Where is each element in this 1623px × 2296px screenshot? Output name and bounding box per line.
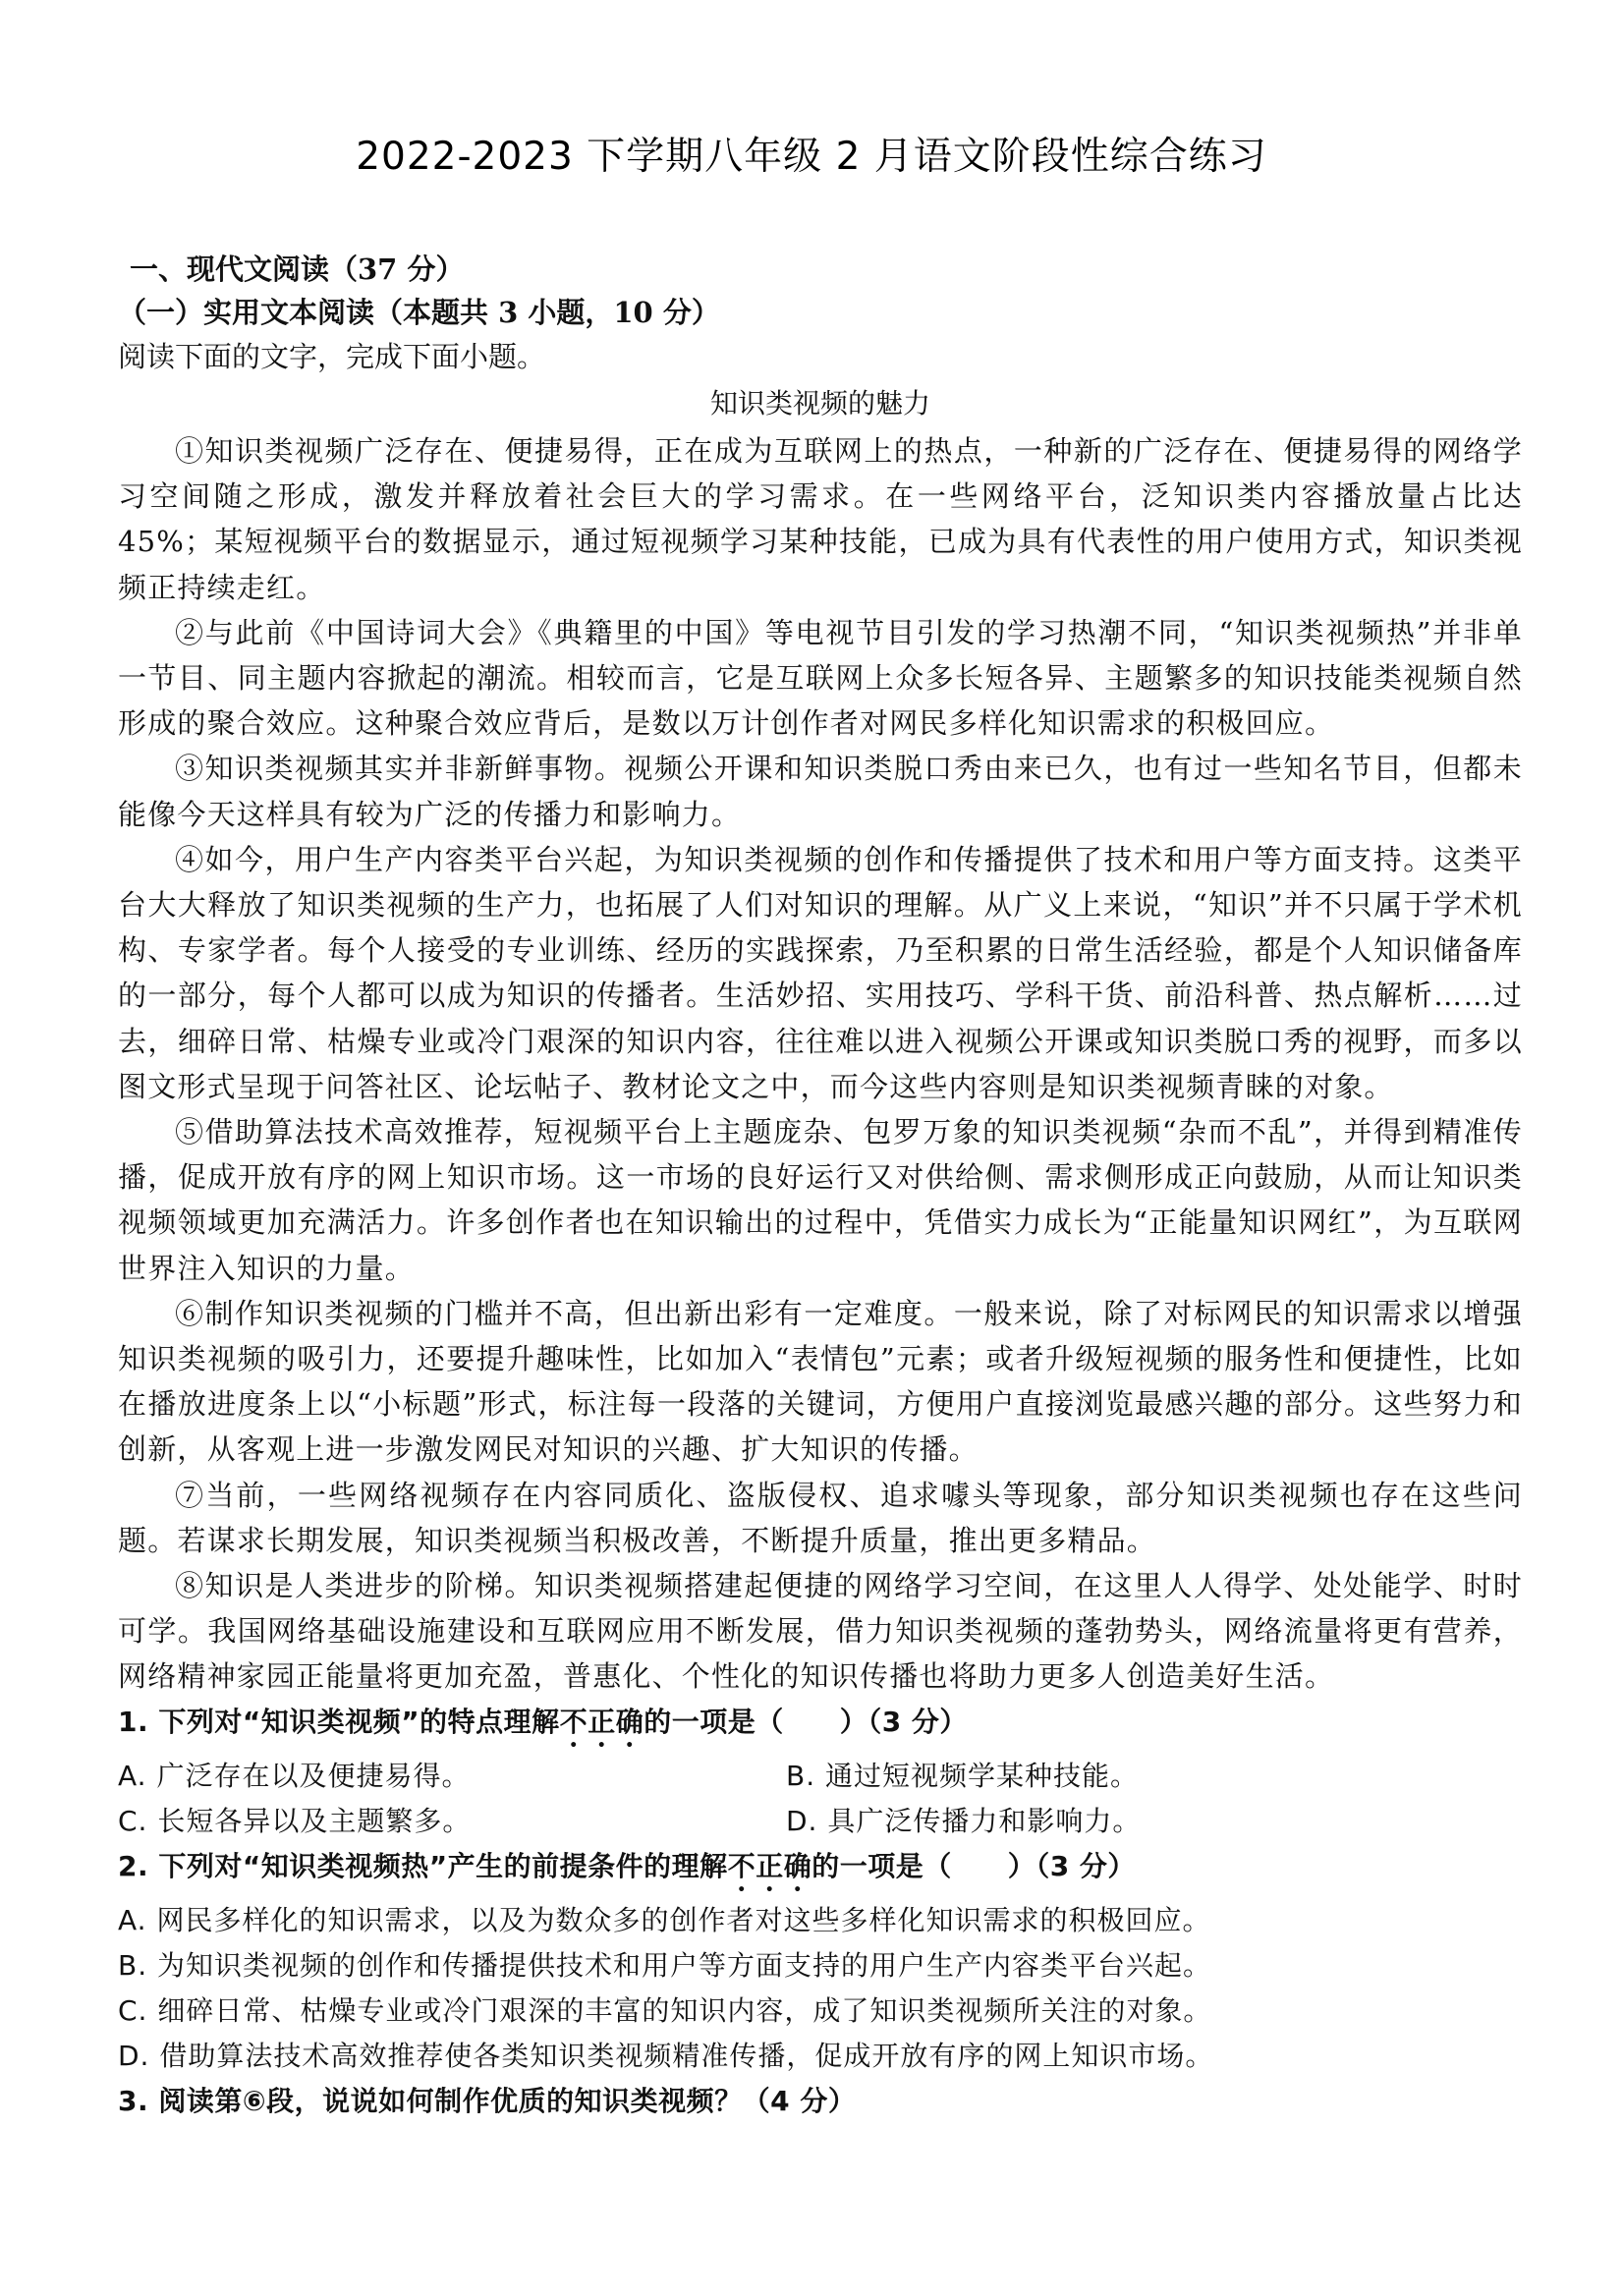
option-letter: C.: [118, 1804, 148, 1837]
question-2: [118, 1844, 1523, 1898]
option-text: 为知识类视频的创作和传播提供技术和用户等方面支持的用户生产内容类平台兴起。: [157, 1948, 1212, 1982]
page-content: [118, 248, 1523, 2124]
option-text: 长短各异以及主题繁多。: [157, 1804, 472, 1837]
option-c[interactable]: [118, 1988, 1523, 2034]
option-letter: D.: [118, 2039, 150, 2072]
option-text: 细碎日常、枯燥专业或冷门艰深的丰富的知识内容，成了知识类视频所关注的对象。: [157, 1993, 1212, 2027]
option-d[interactable]: [118, 2034, 1523, 2079]
option-text: 网民多样化的知识需求，以及为数众多的创作者对这些多样化知识需求的积极回应。: [156, 1903, 1211, 1936]
emphasis-text: 不正确: [727, 1849, 812, 1882]
option-c[interactable]: [118, 1799, 786, 1844]
question-stem-end: 的一项是（ ）（3 分）: [644, 1705, 968, 1738]
article-paragraph-8: ⑧知识是人类进步的阶梯。知识类视频搭建起便捷的网络学习空间，在这里人人得学、处处能学、时时可学。我国网络基础设施建设和互联网应用不断发展，借力知识类视频的蓬勃势头，网络流量将更有营养，网络精神家园正能量将更加充盈，普惠化、个性化的知识传播也将助力更多人创造美好生活。: [118, 1569, 1523, 1694]
option-letter: C.: [118, 1993, 148, 2027]
question-stem-end: 的一项是（ ）（3 分）: [812, 1849, 1136, 1882]
emphasis-text: 不正确: [559, 1705, 644, 1738]
option-text: 具广泛传播力和影响力。: [827, 1804, 1142, 1837]
page-title: 2022-2023 下学期八年级 2 月语文阶段性综合练习: [356, 135, 1267, 179]
option-letter: B.: [118, 1948, 148, 1982]
article-paragraph-1: ①知识类视频广泛存在、便捷易得，正在成为互联网上的热点，一种新的广泛存在、便捷易得的网络学习空间随之形成，激发并释放着社会巨大的学习需求。在一些网络平台，泛知识类内容播放量占比达 45%；某短视频平台的数据显示，通过短视频学习某种技能，已成为具有代表性的用户使用方式，知识类视频正持续走红。: [118, 434, 1523, 604]
article-paragraph-3: ③知识类视频其实并非新鲜事物。视频公开课和知识类脱口秀由来已久，也有过一些知名节目，但都未能像今天这样具有较为广泛的传播力和影响力。: [118, 752, 1523, 831]
option-text: 借助算法技术高效推荐使各类知识类视频精准传播，促成开放有序的网上知识市场。: [159, 2039, 1214, 2072]
article-paragraph-6: ⑥制作知识类视频的门槛并不高，但出新出彩有一定难度。一般来说，除了对标网民的知识需求以增强知识类视频的吸引力，还要提升趣味性，比如加入“表情包”元素；或者升级短视频的服务性和便捷性，比如在播放进度条上以“小标题”形式，标注每一段落的关键词，方便用户直接浏览最感兴趣的部分。这些努力和创新，从客观上进一步激发网民对知识的兴趣、扩大知识的传播。: [118, 1296, 1523, 1467]
option-text: 广泛存在以及便捷易得。: [156, 1759, 471, 1792]
option-b[interactable]: [118, 1943, 1523, 1988]
question-stem: 阅读第⑥段，说说如何制作优质的知识类视频？（4 分）: [158, 2084, 857, 2117]
question-3: [118, 2079, 1523, 2124]
question-stem: 下列对“知识类视频”的特点理解: [158, 1705, 560, 1738]
question-number: 3.: [118, 2084, 149, 2117]
article-title: 知识类视频的魅力: [709, 387, 930, 420]
article-paragraph-2: ②与此前《中国诗词大会》《典籍里的中国》等电视节目引发的学习热潮不同，“知识类视频热”并非单一节目、同主题内容掀起的潮流。相较而言，它是互联网上众多长短各异、主题繁多的知识技能类视频自然形成的聚合效应。这种聚合效应背后，是数以万计创作者对网民多样化知识需求的积极回应。: [118, 615, 1523, 741]
question-number: 2.: [118, 1849, 149, 1882]
subsection-heading: （一）实用文本阅读（本题共 3 小题，10 分）: [118, 296, 720, 329]
option-letter: A.: [118, 1903, 147, 1936]
option-a[interactable]: [118, 1754, 786, 1799]
option-a[interactable]: [118, 1898, 1523, 1943]
question-number: 1.: [118, 1705, 149, 1738]
article-paragraph-7: ⑦当前，一些网络视频存在内容同质化、盗版侵权、追求噱头等现象，部分知识类视频也存在这些问题。若谋求长期发展，知识类视频当积极改善，不断提升质量，推出更多精品。: [118, 1478, 1523, 1557]
section-heading: 一、现代文阅读（37 分）: [130, 252, 465, 286]
option-letter: A.: [118, 1759, 147, 1792]
question-1-options: [118, 1754, 1523, 1844]
question-2-options: [118, 1898, 1523, 2079]
question-stem: 下列对“知识类视频热”产生的前提条件的理解: [158, 1849, 728, 1882]
question-1: [118, 1700, 1523, 1754]
option-b[interactable]: [786, 1754, 1474, 1799]
option-letter: D.: [786, 1804, 818, 1837]
option-d[interactable]: [786, 1799, 1474, 1844]
option-text: 通过短视频学某种技能。: [825, 1759, 1140, 1792]
option-letter: B.: [786, 1759, 816, 1792]
reading-instruction: 阅读下面的文字，完成下面小题。: [118, 340, 546, 373]
article-paragraph-5: ⑤借助算法技术高效推荐，短视频平台上主题庞杂、包罗万象的知识类视频“杂而不乱”，并得到精准传播，促成开放有序的网上知识市场。这一市场的良好运行又对供给侧、需求侧形成正向鼓励，从而让知识类视频领域更加充满活力。许多创作者也在知识输出的过程中，凭借实力成长为“正能量知识网红”，为互联网世界注入知识的力量。: [118, 1115, 1523, 1285]
article-paragraph-4: ④如今，用户生产内容类平台兴起，为知识类视频的创作和传播提供了技术和用户等方面支持。这类平台大大释放了知识类视频的生产力，也拓展了人们对知识的理解。从广义上来说，“知识”并不只属于学术机构、专家学者。每个人接受的专业训练、经历的实践探索，乃至积累的日常生活经验，都是个人知识储备库的一部分，每个人都可以成为知识的传播者。生活妙招、实用技巧、学科干货、前沿科普、热点解析……过去，细碎日常、枯燥专业或冷门艰深的知识内容，往往难以进入视频公开课或知识类脱口秀的视野，而多以图文形式呈现于问答社区、论坛帖子、教材论文之中，而今这些内容则是知识类视频青睐的对象。: [118, 842, 1523, 1103]
